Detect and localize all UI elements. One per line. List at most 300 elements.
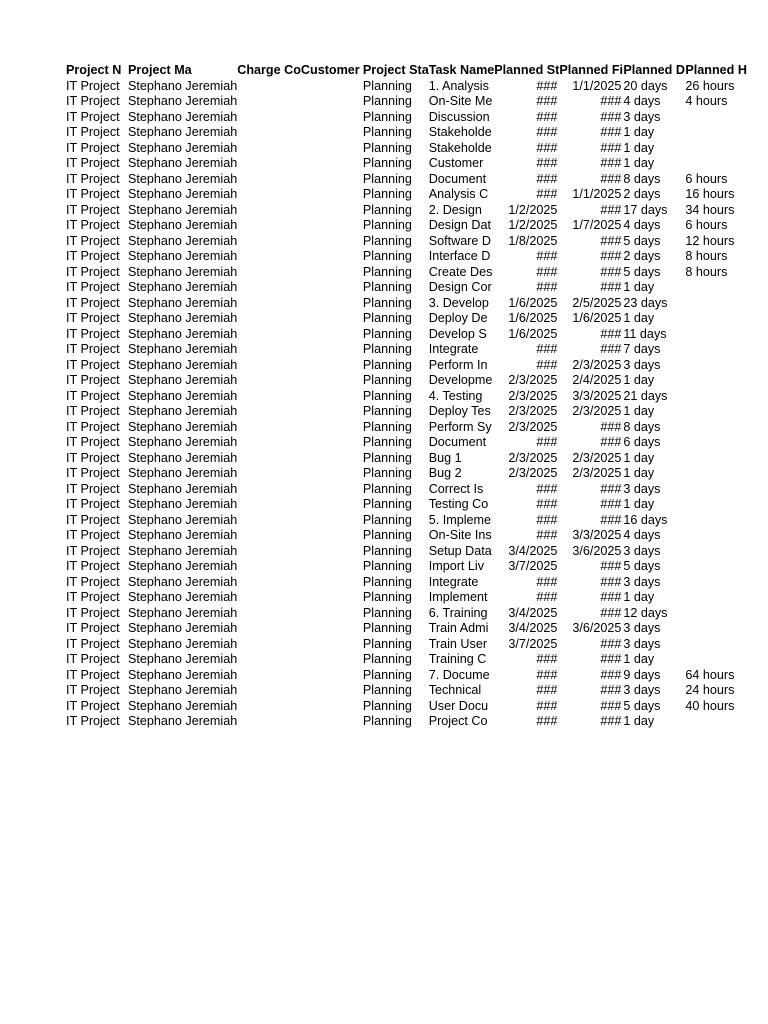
cell-charge-code[interactable] (237, 342, 301, 358)
cell-planned-finish[interactable]: 1/6/2025 (572, 311, 622, 325)
cell-project-manager[interactable]: Stephano Jeremiah (128, 481, 238, 496)
cell-task-name[interactable]: Import Liv (428, 559, 484, 573)
cell-planned-finish[interactable]: ### (600, 94, 622, 108)
header-project-name[interactable]: Project N (66, 63, 122, 77)
cell-planned-start[interactable]: 1/6/2025 (508, 311, 558, 325)
cell-planned-duration[interactable]: 11 days (623, 326, 667, 341)
cell-task-name[interactable]: 2. Design (428, 202, 482, 217)
cell-customer[interactable] (301, 435, 363, 451)
cell-project-name[interactable]: IT Project (66, 466, 120, 480)
cell-customer[interactable] (301, 466, 363, 482)
cell-charge-code[interactable] (237, 172, 301, 188)
cell-project-manager[interactable]: Stephano Jeremiah (128, 605, 238, 620)
cell-customer[interactable] (301, 652, 363, 668)
cell-planned-duration[interactable]: 4 days (623, 94, 661, 108)
cell-planned-finish[interactable]: ### (600, 249, 622, 263)
cell-customer[interactable] (301, 590, 363, 606)
cell-task-name[interactable]: Bug 2 (428, 466, 462, 480)
cell-planned-hours[interactable]: 64 hours (685, 667, 735, 682)
cell-planned-start[interactable]: ### (536, 714, 558, 728)
cell-charge-code[interactable] (237, 389, 301, 405)
cell-planned-duration[interactable]: 1 day (623, 404, 655, 418)
cell-task-name[interactable]: Create Des (428, 264, 493, 279)
cell-planned-finish[interactable]: 1/7/2025 (572, 218, 622, 232)
header-planned-duration[interactable]: Planned D (623, 63, 685, 77)
cell-project-status[interactable]: Planning (362, 249, 412, 263)
cell-charge-code[interactable] (237, 528, 301, 544)
cell-project-manager[interactable]: Stephano Jeremiah (128, 140, 238, 155)
cell-planned-duration[interactable]: 1 day (623, 311, 655, 325)
cell-charge-code[interactable] (237, 156, 301, 172)
cell-project-name[interactable]: IT Project (66, 636, 120, 651)
cell-task-name[interactable]: Perform Sy (428, 419, 492, 434)
cell-customer[interactable] (301, 482, 363, 498)
cell-project-manager[interactable]: Stephano Jeremiah (128, 590, 238, 604)
cell-planned-duration[interactable]: 12 days (623, 605, 668, 620)
cell-project-status[interactable]: Planning (362, 218, 412, 232)
cell-charge-code[interactable] (237, 110, 301, 126)
cell-task-name[interactable]: Perform In (428, 357, 488, 372)
cell-planned-duration[interactable]: 1 day (623, 373, 655, 387)
cell-planned-start[interactable]: 1/6/2025 (508, 295, 558, 310)
cell-planned-hours[interactable] (685, 296, 747, 312)
cell-project-manager[interactable]: Stephano Jeremiah (128, 419, 238, 434)
cell-project-status[interactable]: Planning (362, 528, 412, 542)
header-charge-code[interactable]: Charge Co (237, 63, 301, 77)
cell-task-name[interactable]: Software D (428, 233, 491, 248)
cell-planned-hours[interactable]: 16 hours (685, 187, 735, 201)
cell-planned-start[interactable]: ### (536, 683, 558, 697)
cell-customer[interactable] (301, 575, 363, 591)
cell-project-name[interactable]: IT Project (66, 373, 120, 387)
cell-customer[interactable] (301, 234, 363, 250)
cell-planned-duration[interactable]: 1 day (623, 714, 655, 728)
cell-project-manager[interactable]: Stephano Jeremiah (128, 311, 238, 325)
cell-project-manager[interactable]: Stephano Jeremiah (128, 187, 238, 201)
cell-project-name[interactable]: IT Project (66, 94, 120, 108)
cell-project-name[interactable]: IT Project (66, 559, 120, 573)
cell-planned-duration[interactable]: 7 days (623, 342, 661, 356)
cell-project-name[interactable]: IT Project (66, 202, 120, 217)
cell-planned-start[interactable]: ### (536, 342, 558, 356)
cell-task-name[interactable]: Train Admi (428, 621, 489, 635)
cell-charge-code[interactable] (237, 637, 301, 653)
cell-project-manager[interactable]: Stephano Jeremiah (128, 388, 238, 403)
cell-planned-finish[interactable]: ### (600, 342, 622, 356)
cell-planned-start[interactable]: 3/7/2025 (508, 559, 558, 573)
cell-planned-start[interactable]: ### (536, 249, 558, 263)
cell-planned-finish[interactable]: ### (600, 156, 622, 170)
cell-project-status[interactable]: Planning (362, 605, 412, 620)
cell-project-name[interactable]: IT Project (66, 652, 120, 666)
cell-planned-finish[interactable]: ### (600, 698, 622, 713)
cell-project-manager[interactable]: Stephano Jeremiah (128, 295, 238, 310)
cell-charge-code[interactable] (237, 683, 301, 699)
cell-task-name[interactable]: On-Site Ins (428, 528, 492, 542)
cell-project-name[interactable]: IT Project (66, 512, 120, 527)
cell-customer[interactable] (301, 311, 363, 327)
cell-planned-hours[interactable]: 8 hours (685, 264, 728, 279)
cell-charge-code[interactable] (237, 94, 301, 110)
cell-project-name[interactable]: IT Project (66, 450, 120, 465)
cell-project-name[interactable]: IT Project (66, 140, 120, 155)
cell-planned-finish[interactable]: 2/5/2025 (572, 295, 622, 310)
cell-planned-hours[interactable]: 12 hours (685, 233, 735, 248)
cell-planned-start[interactable]: ### (536, 171, 558, 186)
cell-task-name[interactable]: Discussion (428, 109, 490, 124)
cell-project-name[interactable]: IT Project (66, 404, 120, 418)
cell-project-status[interactable]: Planning (362, 311, 412, 325)
cell-project-manager[interactable]: Stephano Jeremiah (128, 218, 238, 232)
cell-planned-hours[interactable] (685, 575, 747, 591)
cell-customer[interactable] (301, 420, 363, 436)
cell-project-status[interactable]: Planning (362, 94, 412, 108)
cell-project-name[interactable]: IT Project (66, 435, 120, 449)
cell-customer[interactable] (301, 249, 363, 265)
cell-customer[interactable] (301, 203, 363, 219)
cell-project-manager[interactable]: Stephano Jeremiah (128, 280, 238, 294)
cell-project-name[interactable]: IT Project (66, 326, 120, 341)
cell-project-status[interactable]: Planning (362, 125, 412, 139)
cell-planned-finish[interactable]: 1/1/2025 (572, 187, 622, 201)
cell-planned-hours[interactable] (685, 482, 747, 498)
cell-project-manager[interactable]: Stephano Jeremiah (128, 636, 238, 651)
cell-project-manager[interactable]: Stephano Jeremiah (128, 78, 238, 93)
cell-planned-start[interactable]: 2/3/2025 (508, 373, 558, 387)
cell-project-status[interactable]: Planning (362, 202, 412, 217)
cell-charge-code[interactable] (237, 311, 301, 327)
cell-planned-duration[interactable]: 3 days (623, 683, 661, 697)
cell-task-name[interactable]: Design Cor (428, 280, 492, 294)
cell-planned-hours[interactable]: 34 hours (685, 202, 735, 217)
cell-project-status[interactable]: Planning (362, 109, 412, 124)
cell-project-manager[interactable]: Stephano Jeremiah (128, 574, 238, 589)
cell-project-status[interactable]: Planning (362, 450, 412, 465)
cell-project-manager[interactable]: Stephano Jeremiah (128, 264, 238, 279)
cell-planned-finish[interactable]: 3/6/2025 (572, 543, 622, 558)
cell-project-manager[interactable]: Stephano Jeremiah (128, 404, 238, 418)
cell-planned-duration[interactable]: 3 days (623, 109, 661, 124)
cell-project-status[interactable]: Planning (362, 636, 412, 651)
cell-planned-hours[interactable] (685, 621, 747, 637)
cell-task-name[interactable]: Stakeholde (428, 125, 492, 139)
cell-task-name[interactable]: 3. Develop (428, 295, 489, 310)
cell-planned-finish[interactable]: ### (600, 140, 622, 155)
cell-planned-hours[interactable] (685, 342, 747, 358)
cell-charge-code[interactable] (237, 482, 301, 498)
cell-task-name[interactable]: 6. Training (428, 605, 488, 620)
cell-planned-duration[interactable]: 1 day (623, 156, 655, 170)
header-planned-start[interactable]: Planned St (494, 63, 560, 77)
cell-project-name[interactable]: IT Project (66, 280, 120, 294)
cell-planned-finish[interactable]: ### (600, 605, 622, 620)
cell-planned-finish[interactable]: 2/3/2025 (572, 450, 622, 465)
cell-project-status[interactable]: Planning (362, 233, 412, 248)
cell-planned-finish[interactable]: ### (600, 667, 622, 682)
cell-project-name[interactable]: IT Project (66, 342, 120, 356)
cell-customer[interactable] (301, 451, 363, 467)
cell-planned-finish[interactable]: ### (600, 109, 622, 124)
cell-planned-duration[interactable]: 3 days (623, 357, 661, 372)
cell-planned-start[interactable]: ### (536, 698, 558, 713)
cell-project-status[interactable]: Planning (362, 714, 412, 728)
cell-charge-code[interactable] (237, 606, 301, 622)
cell-planned-start[interactable]: 1/6/2025 (508, 326, 558, 341)
cell-customer[interactable] (301, 358, 363, 374)
cell-charge-code[interactable] (237, 559, 301, 575)
cell-charge-code[interactable] (237, 327, 301, 343)
cell-planned-finish[interactable]: 2/3/2025 (572, 404, 622, 418)
cell-project-manager[interactable]: Stephano Jeremiah (128, 528, 238, 542)
cell-task-name[interactable]: Document (428, 171, 487, 186)
cell-planned-finish[interactable]: 3/3/2025 (572, 388, 622, 403)
cell-customer[interactable] (301, 559, 363, 575)
cell-planned-start[interactable]: ### (536, 481, 558, 496)
cell-project-manager[interactable]: Stephano Jeremiah (128, 249, 238, 263)
cell-customer[interactable] (301, 544, 363, 560)
cell-task-name[interactable]: Customer (428, 156, 484, 170)
cell-customer[interactable] (301, 172, 363, 188)
cell-project-name[interactable]: IT Project (66, 590, 120, 604)
cell-planned-duration[interactable]: 5 days (623, 233, 661, 248)
cell-customer[interactable] (301, 265, 363, 281)
cell-project-manager[interactable]: Stephano Jeremiah (128, 373, 238, 387)
cell-project-name[interactable]: IT Project (66, 605, 120, 620)
cell-project-manager[interactable]: Stephano Jeremiah (128, 683, 238, 697)
cell-planned-start[interactable]: 2/3/2025 (508, 450, 558, 465)
cell-charge-code[interactable] (237, 234, 301, 250)
cell-planned-duration[interactable]: 3 days (623, 481, 661, 496)
cell-project-name[interactable]: IT Project (66, 156, 120, 170)
cell-project-status[interactable]: Planning (362, 435, 412, 449)
cell-customer[interactable] (301, 497, 363, 513)
cell-planned-hours[interactable] (685, 358, 747, 374)
cell-project-status[interactable]: Planning (362, 404, 412, 418)
cell-customer[interactable] (301, 714, 363, 730)
cell-project-manager[interactable]: Stephano Jeremiah (128, 497, 238, 511)
cell-planned-finish[interactable]: 2/3/2025 (572, 357, 622, 372)
cell-planned-duration[interactable]: 3 days (623, 621, 661, 635)
cell-planned-duration[interactable]: 5 days (623, 264, 661, 279)
cell-project-status[interactable]: Planning (362, 497, 412, 511)
cell-planned-finish[interactable]: ### (600, 497, 622, 511)
cell-project-status[interactable]: Planning (362, 388, 412, 403)
cell-project-name[interactable]: IT Project (66, 621, 120, 635)
cell-planned-finish[interactable]: 2/3/2025 (572, 466, 622, 480)
cell-planned-hours[interactable] (685, 280, 747, 296)
cell-customer[interactable] (301, 327, 363, 343)
cell-task-name[interactable]: On-Site Me (428, 94, 493, 108)
cell-task-name[interactable]: Develop S (428, 326, 487, 341)
cell-project-name[interactable]: IT Project (66, 78, 120, 93)
cell-planned-hours[interactable] (685, 544, 747, 560)
cell-task-name[interactable]: Interface D (428, 249, 491, 263)
cell-customer[interactable] (301, 621, 363, 637)
cell-planned-duration[interactable]: 1 day (623, 450, 655, 465)
cell-planned-hours[interactable] (685, 420, 747, 436)
cell-project-name[interactable]: IT Project (66, 667, 120, 682)
cell-planned-finish[interactable]: ### (600, 435, 622, 449)
cell-customer[interactable] (301, 637, 363, 653)
cell-project-manager[interactable]: Stephano Jeremiah (128, 125, 238, 139)
cell-task-name[interactable]: Project Co (428, 714, 488, 728)
cell-planned-hours[interactable] (685, 327, 747, 343)
cell-project-name[interactable]: IT Project (66, 187, 120, 201)
cell-customer[interactable] (301, 342, 363, 358)
cell-task-name[interactable]: Train User (428, 636, 488, 651)
cell-planned-hours[interactable] (685, 606, 747, 622)
cell-project-manager[interactable]: Stephano Jeremiah (128, 543, 238, 558)
cell-project-manager[interactable]: Stephano Jeremiah (128, 171, 238, 186)
cell-charge-code[interactable] (237, 668, 301, 684)
cell-planned-start[interactable]: 3/7/2025 (508, 636, 558, 651)
cell-planned-finish[interactable]: ### (600, 264, 622, 279)
cell-project-name[interactable]: IT Project (66, 249, 120, 263)
cell-planned-start[interactable]: 1/2/2025 (508, 202, 558, 217)
cell-planned-start[interactable]: ### (536, 512, 558, 527)
cell-project-name[interactable]: IT Project (66, 497, 120, 511)
cell-task-name[interactable]: Document (428, 435, 487, 449)
cell-customer[interactable] (301, 141, 363, 157)
cell-planned-duration[interactable]: 1 day (623, 125, 655, 139)
cell-task-name[interactable]: Integrate (428, 342, 479, 356)
cell-project-status[interactable]: Planning (362, 621, 412, 635)
cell-charge-code[interactable] (237, 544, 301, 560)
cell-planned-duration[interactable]: 1 day (623, 497, 655, 511)
cell-customer[interactable] (301, 187, 363, 203)
cell-planned-hours[interactable] (685, 404, 747, 420)
cell-planned-start[interactable]: ### (536, 94, 558, 108)
cell-charge-code[interactable] (237, 714, 301, 730)
cell-planned-hours[interactable] (685, 513, 747, 529)
cell-project-manager[interactable]: Stephano Jeremiah (128, 109, 238, 124)
cell-planned-finish[interactable]: ### (600, 559, 622, 573)
cell-customer[interactable] (301, 156, 363, 172)
cell-planned-hours[interactable] (685, 652, 747, 668)
cell-charge-code[interactable] (237, 451, 301, 467)
header-planned-hours[interactable]: Planned H (685, 63, 747, 77)
header-customer[interactable]: Customer (300, 63, 360, 77)
cell-customer[interactable] (301, 296, 363, 312)
cell-project-name[interactable]: IT Project (66, 218, 120, 232)
cell-project-name[interactable]: IT Project (66, 295, 120, 310)
cell-charge-code[interactable] (237, 513, 301, 529)
cell-project-manager[interactable]: Stephano Jeremiah (128, 667, 238, 682)
cell-project-name[interactable]: IT Project (66, 714, 120, 728)
cell-planned-duration[interactable]: 5 days (623, 698, 661, 713)
cell-project-name[interactable]: IT Project (66, 109, 120, 124)
cell-planned-finish[interactable]: ### (600, 419, 622, 434)
cell-charge-code[interactable] (237, 218, 301, 234)
cell-planned-hours[interactable]: 24 hours (685, 683, 735, 697)
cell-project-manager[interactable]: Stephano Jeremiah (128, 357, 238, 372)
cell-task-name[interactable]: Integrate (428, 574, 479, 589)
cell-customer[interactable] (301, 110, 363, 126)
cell-project-name[interactable]: IT Project (66, 233, 120, 248)
cell-planned-finish[interactable]: ### (600, 233, 622, 248)
cell-project-manager[interactable]: Stephano Jeremiah (128, 156, 238, 170)
cell-planned-start[interactable]: 2/3/2025 (508, 419, 558, 434)
cell-charge-code[interactable] (237, 125, 301, 141)
cell-planned-duration[interactable]: 2 days (623, 249, 661, 263)
cell-planned-hours[interactable] (685, 466, 747, 482)
cell-planned-finish[interactable]: ### (600, 590, 622, 604)
cell-task-name[interactable]: User Docu (428, 698, 489, 713)
cell-planned-start[interactable]: 2/3/2025 (508, 388, 558, 403)
cell-planned-finish[interactable]: ### (600, 280, 622, 294)
cell-project-name[interactable]: IT Project (66, 357, 120, 372)
cell-project-name[interactable]: IT Project (66, 574, 120, 589)
cell-planned-hours[interactable] (685, 435, 747, 451)
cell-planned-duration[interactable]: 21 days (623, 388, 668, 403)
cell-planned-start[interactable]: ### (536, 667, 558, 682)
cell-planned-hours[interactable] (685, 141, 747, 157)
cell-charge-code[interactable] (237, 79, 301, 95)
cell-planned-start[interactable]: ### (536, 156, 558, 170)
cell-customer[interactable] (301, 606, 363, 622)
header-project-status[interactable]: Project Sta (362, 63, 429, 77)
cell-project-manager[interactable]: Stephano Jeremiah (128, 652, 238, 666)
cell-project-name[interactable]: IT Project (66, 311, 120, 325)
cell-planned-hours[interactable]: 6 hours (685, 171, 728, 186)
cell-task-name[interactable]: Analysis C (428, 187, 489, 201)
cell-project-status[interactable]: Planning (362, 481, 412, 496)
cell-charge-code[interactable] (237, 699, 301, 715)
cell-project-status[interactable]: Planning (362, 342, 412, 356)
cell-project-manager[interactable]: Stephano Jeremiah (128, 435, 238, 449)
cell-planned-finish[interactable]: ### (600, 171, 622, 186)
cell-project-manager[interactable]: Stephano Jeremiah (128, 621, 238, 635)
cell-project-name[interactable]: IT Project (66, 528, 120, 542)
cell-task-name[interactable]: Deploy De (428, 311, 488, 325)
cell-planned-start[interactable]: ### (536, 528, 558, 542)
cell-project-name[interactable]: IT Project (66, 125, 120, 139)
cell-planned-duration[interactable]: 5 days (623, 559, 661, 573)
cell-planned-duration[interactable]: 1 day (623, 590, 655, 604)
cell-planned-start[interactable]: ### (536, 357, 558, 372)
cell-project-status[interactable]: Planning (362, 171, 412, 186)
cell-planned-start[interactable]: ### (536, 109, 558, 124)
cell-planned-finish[interactable]: ### (600, 481, 622, 496)
cell-customer[interactable] (301, 94, 363, 110)
cell-task-name[interactable]: Stakeholde (428, 140, 492, 155)
cell-planned-duration[interactable]: 16 days (623, 512, 668, 527)
cell-task-name[interactable]: Correct Is (428, 481, 484, 496)
cell-task-name[interactable]: Implement (428, 590, 488, 604)
cell-charge-code[interactable] (237, 141, 301, 157)
cell-project-status[interactable]: Planning (362, 280, 412, 294)
cell-planned-start[interactable]: 3/4/2025 (508, 621, 558, 635)
cell-task-name[interactable]: 7. Docume (428, 667, 490, 682)
cell-planned-hours[interactable]: 40 hours (685, 698, 735, 713)
cell-charge-code[interactable] (237, 249, 301, 265)
cell-planned-hours[interactable] (685, 637, 747, 653)
cell-charge-code[interactable] (237, 404, 301, 420)
cell-charge-code[interactable] (237, 280, 301, 296)
cell-planned-duration[interactable]: 23 days (623, 295, 668, 310)
cell-planned-start[interactable]: ### (536, 78, 558, 93)
cell-planned-start[interactable]: ### (536, 574, 558, 589)
cell-planned-duration[interactable]: 1 day (623, 140, 655, 155)
cell-planned-finish[interactable]: 3/3/2025 (572, 528, 622, 542)
cell-planned-hours[interactable] (685, 451, 747, 467)
cell-planned-hours[interactable] (685, 389, 747, 405)
cell-planned-hours[interactable]: 8 hours (685, 249, 728, 263)
header-task-name[interactable]: Task Name (428, 63, 495, 77)
cell-planned-start[interactable]: ### (536, 590, 558, 604)
cell-task-name[interactable]: 1. Analysis (428, 78, 489, 93)
cell-project-status[interactable]: Planning (362, 590, 412, 604)
